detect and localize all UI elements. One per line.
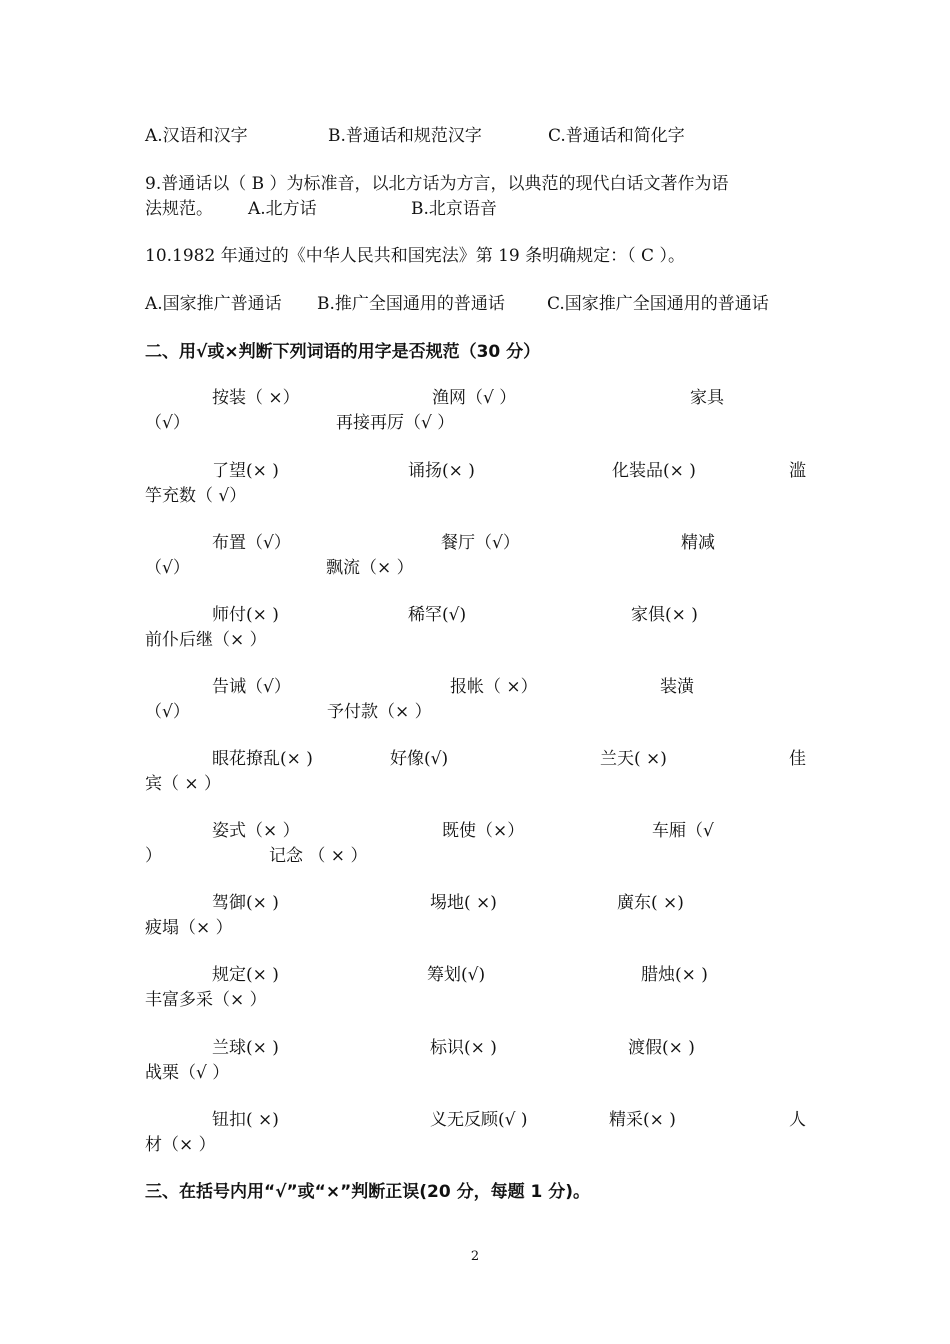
word-item: 眼花撩乱(× )	[212, 749, 313, 769]
word-item: 兰天( ×)	[600, 749, 667, 769]
word-item: 报帐（ ×）	[450, 677, 538, 697]
word-item: 钮扣( ×)	[212, 1110, 279, 1130]
word-item: 精减	[681, 533, 715, 553]
word-item: 战栗（√ ）	[145, 1063, 230, 1083]
q10-option-a: A.国家推广普通话	[145, 294, 282, 314]
word-item: 家具	[690, 388, 724, 408]
word-item: 予付款（× ）	[327, 702, 432, 722]
word-item: 渔网（√ ）	[432, 388, 517, 408]
q9-stem-line2: 法规范。	[145, 199, 213, 219]
q10-stem: 10.1982 年通过的《中华人民共和国宪法》第 19 条明确规定：（ C ）。	[145, 246, 685, 266]
word-item: 廣东( ×)	[617, 893, 684, 913]
word-item: 既使（×）	[442, 821, 525, 841]
word-item: 渡假(× )	[628, 1038, 695, 1058]
word-item: 稀罕(√)	[408, 605, 467, 625]
word-item: 师付(× )	[212, 605, 279, 625]
word-item: 记念 （ × ）	[269, 846, 368, 866]
section2-heading: 二、用√或×判断下列词语的用字是否规范（30 分）	[145, 342, 541, 362]
word-item: 前仆后继（× ）	[145, 630, 267, 650]
word-item: 竽充数（ √）	[145, 486, 247, 506]
word-item: 兰球(× )	[212, 1038, 279, 1058]
word-item: 宾（ × ）	[145, 774, 222, 794]
word-item: 飘流（× ）	[326, 558, 414, 578]
word-item: 按装（ ×）	[212, 388, 300, 408]
q9-option-b: B.北京语音	[411, 199, 497, 219]
word-item: （√）	[145, 702, 190, 722]
word-item: 丰富多采（× ）	[145, 990, 267, 1010]
word-item: 滥	[789, 461, 806, 481]
word-item: 标识(× )	[430, 1038, 497, 1058]
word-item: 再接再厉（√ ）	[336, 413, 455, 433]
word-item: 装潢	[660, 677, 694, 697]
word-item: 诵扬(× )	[408, 461, 475, 481]
word-item: 埸地( ×)	[430, 893, 497, 913]
word-item: 告诫（√）	[212, 677, 291, 697]
q10-option-b: B.推广全国通用的普通话	[317, 294, 505, 314]
word-item: 家俱(× )	[631, 605, 698, 625]
q8-option-b: B.普通话和规范汉字	[328, 126, 482, 146]
q8-option-a: A.汉语和汉字	[145, 126, 248, 146]
word-item: 义无反顾(√ )	[430, 1110, 528, 1130]
q8-option-c: C.普通话和简化字	[548, 126, 685, 146]
word-item: 姿式（× ）	[212, 821, 300, 841]
word-item: （√）	[145, 558, 190, 578]
word-item: 筹划(√)	[427, 965, 486, 985]
q10-option-c: C.国家推广全国通用的普通话	[547, 294, 769, 314]
word-item: 规定(× )	[212, 965, 279, 985]
word-item: 餐厅（√）	[441, 533, 520, 553]
word-item: ）	[145, 846, 162, 866]
q9-stem-line1: 9.普通话以（ B ）为标准音，以北方话为方言，以典范的现代白话文著作为语	[145, 174, 729, 194]
word-item: 腊烛(× )	[641, 965, 708, 985]
word-item: 布置（√）	[212, 533, 291, 553]
word-item: 人	[789, 1110, 806, 1130]
word-item: 好像(√)	[390, 749, 449, 769]
word-item: 佳	[789, 749, 806, 769]
word-item: 车厢（√	[652, 821, 714, 841]
page-number: 2	[470, 1249, 480, 1264]
word-item: 化装品(× )	[612, 461, 696, 481]
word-item: 了望(× )	[212, 461, 279, 481]
word-item: （√）	[145, 413, 190, 433]
q9-option-a: A.北方话	[248, 199, 317, 219]
word-item: 精采(× )	[609, 1110, 676, 1130]
word-item: 疲塌（× ）	[145, 918, 233, 938]
section3-heading: 三、在括号内用“√”或“×”判断正误(20 分，每题 1 分)。	[145, 1182, 591, 1202]
word-item: 材（× ）	[145, 1135, 216, 1155]
word-item: 驾御(× )	[212, 893, 279, 913]
